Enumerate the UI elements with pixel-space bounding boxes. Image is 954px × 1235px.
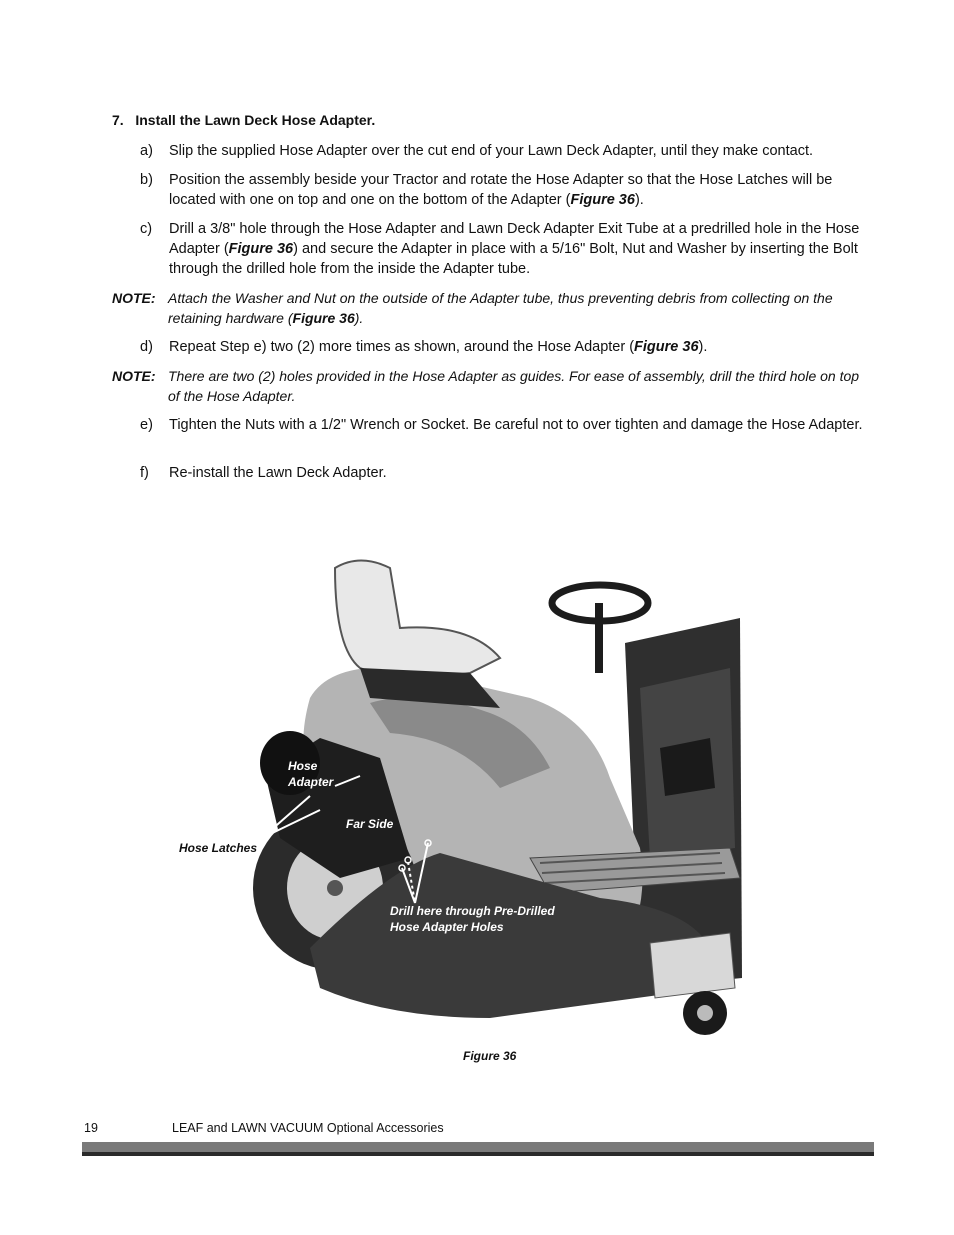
item-label: a)	[140, 143, 153, 159]
item-text: Position the assembly beside your Tractor and rotate the Hose Adapter so that the Hose Latches will be located with one on top and one on the bottom of the Adapter (Figure 36).	[169, 172, 833, 208]
item-text: Re-install the Lawn Deck Adapter.	[169, 465, 387, 481]
figure-reference: Figure 36	[634, 339, 699, 355]
deck-plate	[650, 933, 735, 998]
page-number: 19	[84, 1121, 98, 1135]
callout-hose-latches: Hose Latches	[179, 841, 258, 855]
callout-far-side: Far Side	[346, 817, 394, 831]
instruction-b	[140, 170, 870, 210]
footer-title: LEAF and LAWN VACUUM Optional Accessories	[172, 1121, 444, 1135]
step-heading	[112, 112, 375, 128]
note-label: NOTE:	[112, 290, 156, 306]
figure-36	[170, 548, 750, 1048]
item-text: Tighten the Nuts with a 1/2" Wrench or Socket. Be careful not to over tighten and damage the Hose Adapter.	[169, 417, 863, 433]
instruction-e	[140, 415, 870, 435]
step-number: 7.	[112, 112, 124, 128]
note-holes	[112, 366, 872, 406]
wheel-hub	[327, 880, 343, 896]
figure-reference: Figure 36	[570, 192, 635, 208]
footer-rule	[82, 1142, 874, 1152]
item-label: e)	[140, 417, 153, 433]
note-text: There are two (2) holes provided in the Hose Adapter as guides. For ease of assembly, drill the third hole on top of the Hose Adapter.	[168, 368, 860, 404]
footer-rule-dark	[82, 1152, 874, 1156]
figure-reference: Figure 36	[292, 310, 355, 326]
steering-column	[595, 603, 603, 673]
note-text: Attach the Washer and Nut on the outside of the Adapter tube, thus preventing debris from collecting on the retaining hardware (Figure 36).	[168, 290, 833, 326]
step-title: Install the Lawn Deck Hose Adapter.	[135, 112, 376, 128]
callout-drill-holes: Drill here through Pre-Drilled Hose Adapter Holes	[390, 904, 555, 934]
tractor-illustration	[170, 548, 750, 1048]
tractor-seat	[335, 561, 500, 678]
instruction-d	[140, 337, 870, 357]
item-text: Slip the supplied Hose Adapter over the cut end of your Lawn Deck Adapter, until they make contact.	[169, 143, 814, 159]
item-label: b)	[140, 172, 153, 188]
note-label: NOTE:	[112, 368, 156, 384]
item-text: Repeat Step e) two (2) more times as shown, around the Hose Adapter (Figure 36).	[169, 339, 708, 355]
item-label: d)	[140, 339, 153, 355]
figure-caption: Figure 36	[463, 1049, 517, 1063]
hood-vent	[660, 738, 715, 796]
instruction-a	[140, 141, 870, 161]
instruction-c	[140, 219, 870, 279]
callout-hose-adapter: Hose Adapter	[288, 759, 334, 789]
figure-reference: Figure 36	[228, 241, 294, 257]
item-text: Drill a 3/8" hole through the Hose Adapter and Lawn Deck Adapter Exit Tube at a predrilled hole in the Hose Adapter (Figure 36) and secure the Adapter in place with a 5/16" Bolt, Nut and Washer by inserting the Bolt through the drilled hole from the inside the Adapter tube.	[169, 221, 860, 277]
item-label: c)	[140, 221, 153, 237]
note-washer-nut	[112, 288, 872, 328]
item-label: f)	[140, 465, 149, 481]
instruction-f	[140, 463, 870, 483]
